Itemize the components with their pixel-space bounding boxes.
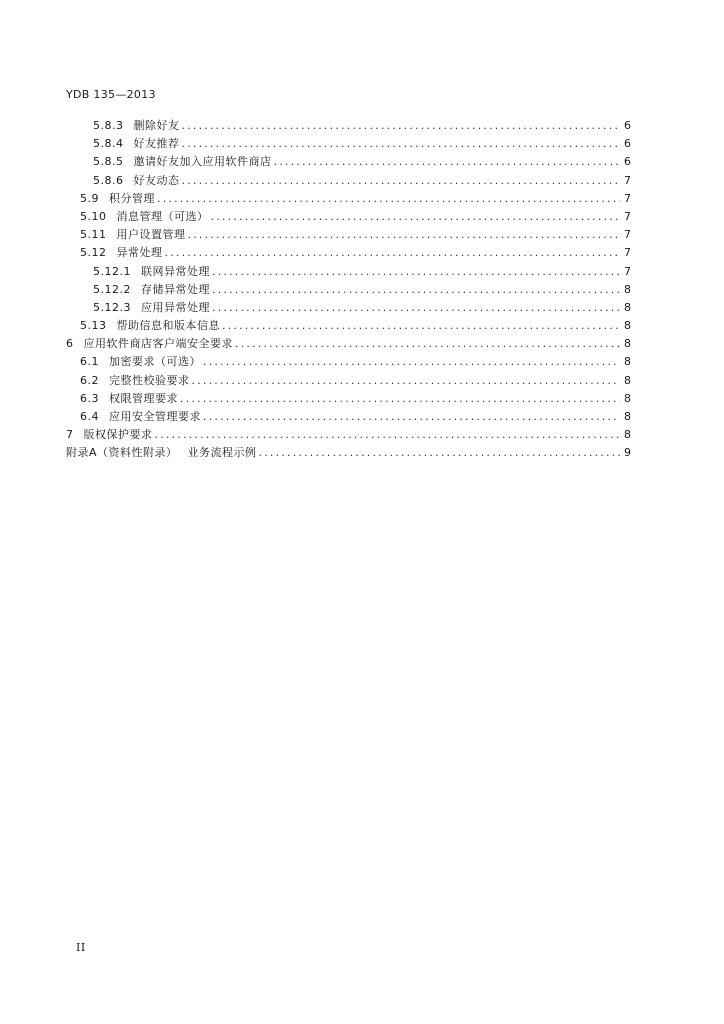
toc-entry-page: 6: [624, 119, 631, 132]
standard-code: YDB 135—2013: [66, 88, 156, 101]
toc-entry-title: 好友动态: [133, 173, 180, 187]
toc-entry-page: 7: [624, 228, 631, 242]
toc-entry[interactable]: [66, 190, 631, 208]
toc-entry-page: 7: [624, 246, 631, 260]
toc-entry-title: 用户设置管理: [116, 228, 186, 242]
toc-dot-leader: [182, 137, 621, 150]
toc-entry-page: 6: [624, 137, 631, 151]
toc-dot-leader: [212, 301, 620, 314]
toc-entry[interactable]: [66, 117, 631, 135]
toc-entry-title: 加密要求（可选）: [109, 355, 201, 369]
toc-entry-title: 邀请好友加入应用软件商店: [133, 155, 272, 169]
toc-dot-leader: [203, 355, 620, 368]
toc-entry[interactable]: [66, 244, 631, 262]
toc-entry-title: 版权保护要求: [83, 428, 153, 442]
toc-entry[interactable]: [66, 281, 631, 299]
toc-dot-leader: [211, 210, 621, 223]
toc-dot-leader: [182, 174, 621, 187]
toc-entry-page: 7: [624, 264, 631, 278]
toc-entry-title: 积分管理: [109, 191, 155, 205]
toc-entry[interactable]: [66, 408, 631, 426]
toc-entry-page: 6: [624, 155, 631, 169]
toc-entry-title: 删除好友: [133, 119, 180, 132]
toc-dot-leader: [188, 228, 621, 241]
toc-dot-leader: [182, 119, 621, 132]
toc-entry-page: 8: [624, 319, 631, 333]
toc-entry-page: 7: [624, 209, 631, 223]
toc-dot-leader: [155, 428, 621, 441]
toc-entry-number: 5.8.5: [93, 155, 124, 169]
toc-entry-title: 存储异常处理: [141, 282, 210, 296]
toc-entry[interactable]: [66, 263, 631, 281]
toc-entry[interactable]: [66, 426, 631, 444]
toc-entry-number: 5.8.3: [93, 119, 124, 132]
toc-entry-number: 5.9: [80, 191, 99, 205]
toc-entry-title: 应用软件商店客户端安全要求: [83, 337, 233, 351]
toc-entry[interactable]: [66, 390, 631, 408]
toc-entry-page: 7: [624, 191, 631, 205]
toc-entry-title: 应用安全管理要求: [109, 410, 201, 423]
toc-dot-leader: [212, 283, 620, 296]
toc-entry-number: 6.4: [80, 410, 99, 423]
toc-entry-number: 5.12.2: [93, 282, 131, 296]
toc-entry-page: 8: [624, 391, 631, 405]
toc-dot-leader: [165, 246, 621, 259]
toc-dot-leader: [212, 265, 620, 278]
toc-entry-page: 9: [624, 446, 631, 460]
toc-entry-number: 5.10: [80, 209, 107, 223]
toc-entry-title: 完整性校验要求: [109, 373, 190, 387]
toc-entry-title: 业务流程示例: [187, 446, 257, 460]
toc-entry[interactable]: [66, 172, 631, 190]
toc-entry[interactable]: [66, 317, 631, 335]
toc-entry[interactable]: [66, 153, 631, 171]
toc-dot-leader: [180, 392, 620, 405]
toc-entry-number: 附录A（资料性附录）: [66, 446, 178, 460]
toc-entry-page: 7: [624, 173, 631, 187]
toc-entry[interactable]: [66, 335, 631, 353]
toc-entry-page: 8: [624, 410, 631, 423]
toc-dot-leader: [157, 192, 620, 205]
document-header: [66, 88, 156, 101]
toc-entry-page: 8: [624, 282, 631, 296]
toc-entry-number: 5.13: [80, 319, 107, 333]
toc-dot-leader: [235, 337, 620, 350]
toc-dot-leader: [222, 319, 620, 332]
toc-entry-title: 应用异常处理: [141, 300, 210, 314]
toc-dot-leader: [274, 155, 621, 168]
toc-entry-page: 8: [624, 337, 631, 351]
toc-entry-number: 5.12: [80, 246, 107, 260]
toc-entry[interactable]: [66, 444, 631, 462]
toc-entry-number: 6.3: [80, 391, 99, 405]
toc-dot-leader: [203, 410, 620, 423]
toc-dot-leader: [259, 446, 620, 459]
table-of-contents: [66, 117, 631, 463]
toc-entry-title: 异常处理: [116, 246, 163, 260]
toc-entry-number: 7: [66, 428, 74, 442]
page-number: II: [76, 941, 86, 954]
toc-entry-title: 消息管理（可选）: [116, 209, 209, 223]
toc-entry-page: 8: [624, 428, 631, 442]
toc-entry-number: 5.12.1: [93, 264, 131, 278]
toc-entry-number: 5.8.6: [93, 173, 124, 187]
toc-entry-number: 6.2: [80, 373, 99, 387]
toc-dot-leader: [192, 374, 621, 387]
toc-entry-number: 6.1: [80, 355, 99, 369]
toc-entry[interactable]: [66, 372, 631, 390]
toc-entry-title: 好友推荐: [133, 137, 180, 151]
toc-entry-number: 6: [66, 337, 74, 351]
toc-entry-page: 8: [624, 373, 631, 387]
toc-entry[interactable]: [66, 135, 631, 153]
toc-entry-title: 联网异常处理: [141, 264, 210, 278]
toc-entry[interactable]: [66, 208, 631, 226]
toc-entry-page: 8: [624, 355, 631, 369]
toc-entry-number: 5.8.4: [93, 137, 124, 151]
toc-entry-title: 权限管理要求: [109, 391, 178, 405]
toc-entry-title: 帮助信息和版本信息: [116, 319, 220, 333]
toc-entry[interactable]: [66, 299, 631, 317]
toc-entry[interactable]: [66, 226, 631, 244]
toc-entry[interactable]: [66, 353, 631, 371]
toc-entry-number: 5.12.3: [93, 300, 131, 314]
toc-entry-number: 5.11: [80, 228, 107, 242]
toc-entry-page: 8: [624, 300, 631, 314]
